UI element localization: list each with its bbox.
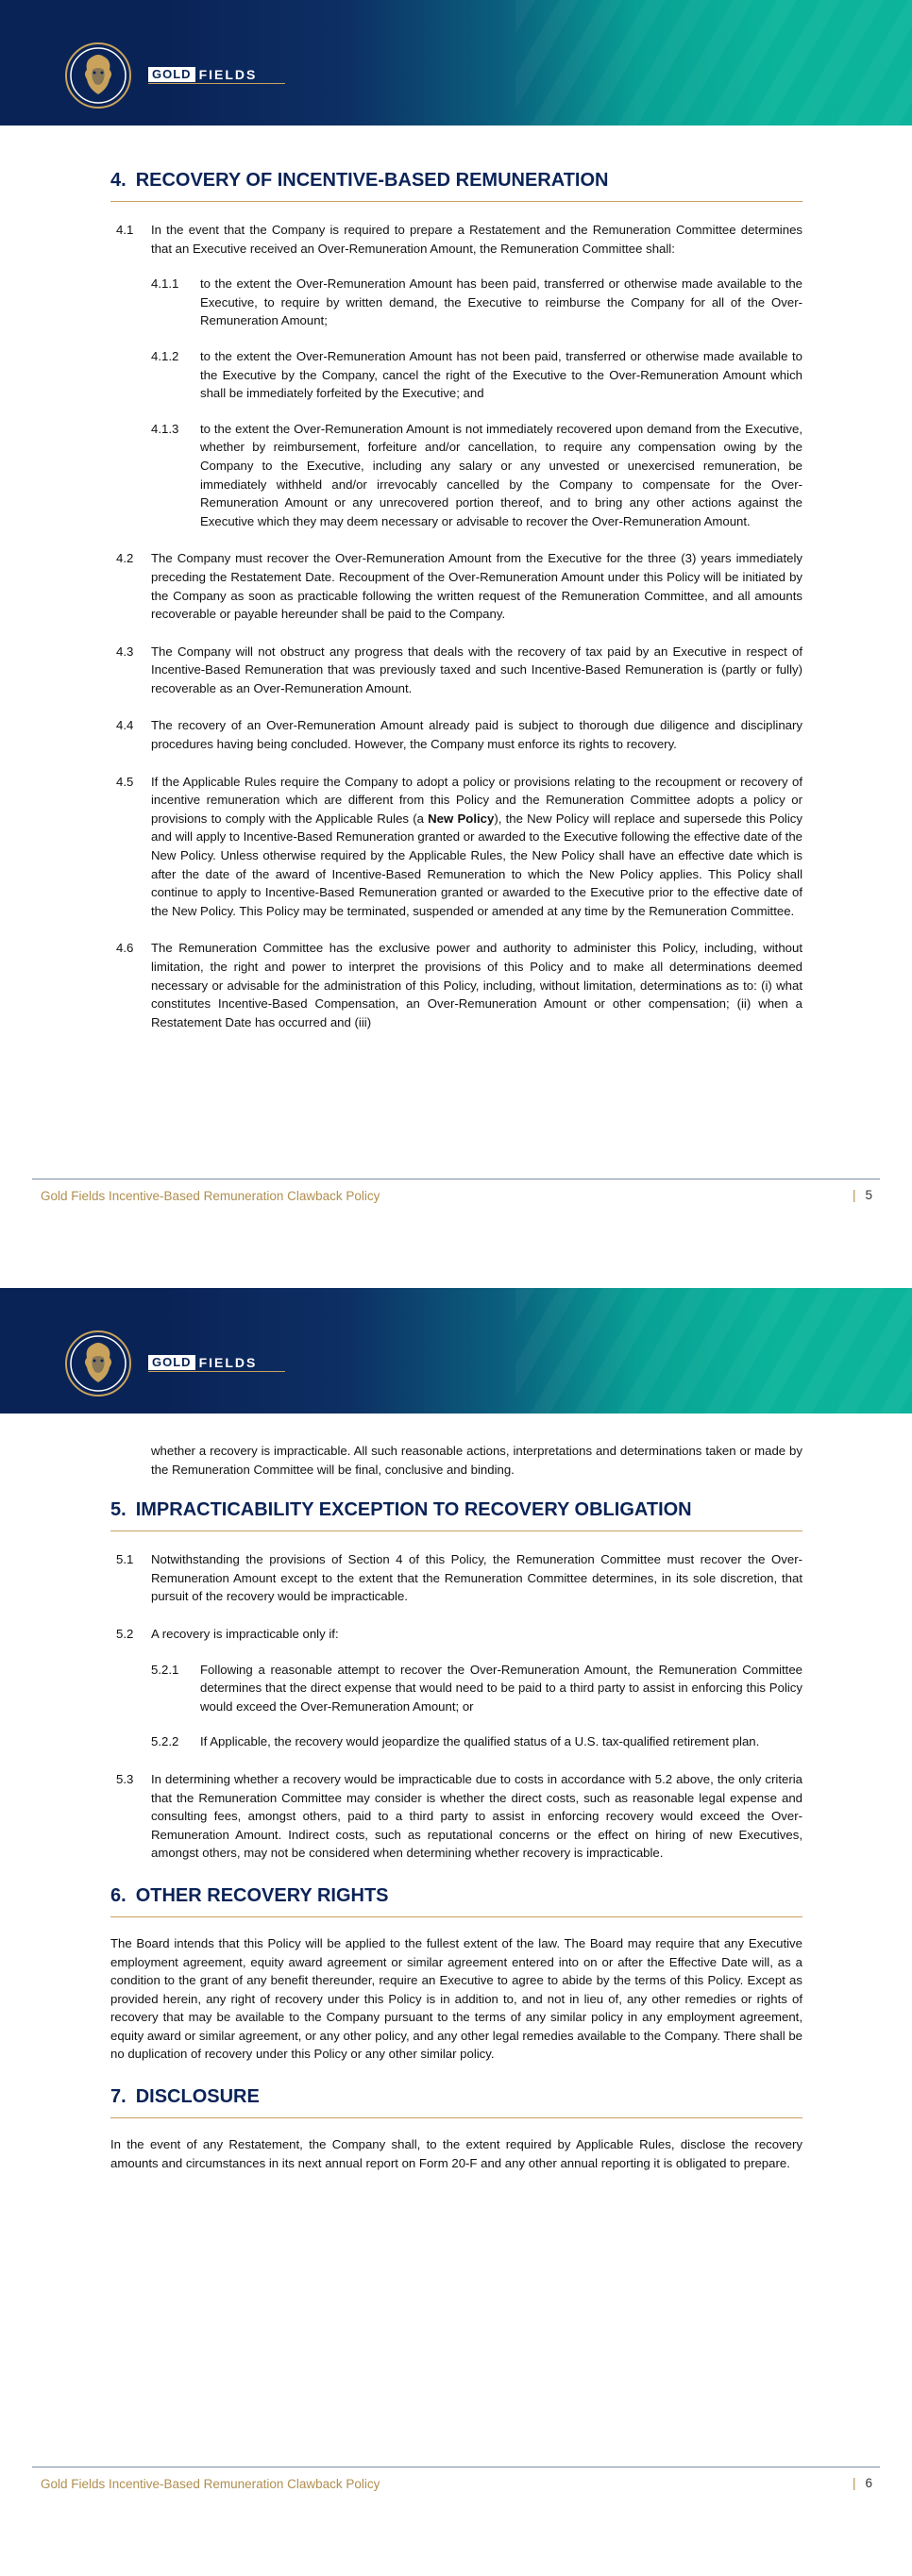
clause-number: 4.5 xyxy=(116,774,134,789)
section-number: 7. xyxy=(110,2086,127,2108)
clause-4-6-continuation: whether a recovery is impracticable. All such reasonable actions, interpretations and determinations taken or made by the Remuneration Committee will be final, conclusive and binding. xyxy=(151,1444,802,1477)
clause-number: 4.1.3 xyxy=(151,421,179,436)
section-5-heading xyxy=(110,1499,802,1531)
clause-text: The Remuneration Committee has the exclusive power and authority to administer this Policy, including, without limitation, the right and power to interpret the provisions of this Policy and to make all determinations deemed necessary or advisable for the administration of this Policy, including, without limitation, determinations as to: (i) what constitutes Incentive-Based Compensation, an Over-Remuneration Amount or other compensation; (ii) when a Restatement Date has occurred and (iii) xyxy=(151,941,802,1029)
clause-text: to the extent the Over-Remuneration Amount has not been paid, transferred or otherwise made available to the Executive by the Company, cancel the right of the Executive to the Over-Remuneration Amount which shall be immediately forfeited by the Executive; and xyxy=(200,348,802,401)
clause-4-1-1 xyxy=(151,275,802,330)
gold-fields-lion-logo-icon xyxy=(64,42,132,109)
clause-number: 4.3 xyxy=(116,644,134,659)
footer-separator: | xyxy=(852,1188,856,1202)
page-header-banner xyxy=(0,1288,912,1413)
clause-text: A recovery is impracticable only if: xyxy=(151,1626,339,1641)
clause-number: 4.4 xyxy=(116,718,134,733)
clause-5-2-1 xyxy=(151,1661,802,1716)
wordmark-box: GOLD xyxy=(148,1355,195,1370)
wordmark-text: FIELDS xyxy=(198,1355,258,1370)
wordmark-rule xyxy=(148,1371,285,1372)
clause-5-2 xyxy=(110,1625,802,1644)
clause-text: to the extent the Over-Remuneration Amount has been paid, transferred or otherwise made available to the Executive, to require by written demand, the Executive to reimburse the Company for all of the Over-Remuneration Amount; xyxy=(200,276,802,328)
section-7-heading xyxy=(110,2086,802,2118)
clause-text: The Company must recover the Over-Remuneration Amount from the Executive for the three (3) years immediately preceding the Restatement Date. Recoupment of the Over-Remuneration Amount under this Policy will be initiated by the Company as soon as practicable following the written request of the Remuneration Committee, and all amounts recoverable or payable hereunder shall be paid to the Company. xyxy=(151,551,802,622)
clause-4-4 xyxy=(110,716,802,753)
page-5 xyxy=(0,0,912,1264)
page-6 xyxy=(0,1288,912,2552)
section-7-paragraph: In the event of any Restatement, the Company shall, to the extent required by Applicable Rules, disclose the recovery amounts and circumstances in its next annual report on Form 20-F and any other annual reporting it is obligated to prepare. xyxy=(110,2137,802,2170)
clause-text: The recovery of an Over-Remuneration Amount already paid is subject to thorough due diligence and disciplinary procedures having being concluded. However, the Company must enforce its rights to recovery. xyxy=(151,718,802,752)
clause-number: 4.1.2 xyxy=(151,348,179,363)
gold-fields-lion-logo-icon xyxy=(64,1330,132,1397)
page-number xyxy=(853,1188,872,1202)
section-6-heading xyxy=(110,1885,802,1917)
page-number-value: 6 xyxy=(865,2476,872,2490)
clause-4-6 xyxy=(110,939,802,1031)
section-title: RECOVERY OF INCENTIVE-BASED REMUNERATION xyxy=(135,170,609,191)
banner-pattern xyxy=(515,1288,912,1413)
clause-4-1-3 xyxy=(151,420,802,531)
clause-5-2-2 xyxy=(151,1732,802,1751)
clause-number: 5.1 xyxy=(116,1552,134,1567)
section-title: DISCLOSURE xyxy=(135,2086,260,2108)
clause-number: 5.2.2 xyxy=(151,1734,179,1749)
clause-number: 4.1 xyxy=(116,223,134,237)
section-number: 4. xyxy=(110,170,127,191)
clause-text-part: ), the New Policy will replace and supersede this Policy and will apply to Incentive-Based Remuneration granted or awarded to the Executive following the effective date of the New Policy. Unless otherwise required by the Applicable Rules, the New Policy shall have an effective date which is after the date of the award of Incentive-Based Remuneration to which the New Policy applies. This Policy shall continue to apply to Incentive-Based Remuneration granted or awarded to the Executive prior to the effective date of the New Policy. This Policy may be terminated, suspended or amended at any time by the Remuneration Committee. xyxy=(151,811,802,918)
wordmark-text: FIELDS xyxy=(198,67,258,82)
section-title: IMPRACTICABILITY EXCEPTION TO RECOVERY OBLIGATION xyxy=(135,1499,692,1521)
clause-text: The Company will not obstruct any progress that deals with the recovery of tax paid by an Executive in respect of Incentive-Based Remuneration that was previously taxed and such Incentive-Based Remuneration is (partly or fully) recoverable as an Over-Remuneration Amount. xyxy=(151,644,802,695)
clause-5-3 xyxy=(110,1770,802,1863)
wordmark-rule xyxy=(148,83,285,84)
section-number: 5. xyxy=(110,1499,127,1521)
clause-number: 4.2 xyxy=(116,551,134,566)
clause-number: 5.3 xyxy=(116,1771,134,1786)
gold-fields-wordmark xyxy=(148,67,257,82)
gold-fields-wordmark xyxy=(148,1355,257,1370)
page-5-content xyxy=(110,170,802,1031)
clause-number: 4.1.1 xyxy=(151,276,179,292)
section-6-paragraph: The Board intends that this Policy will be applied to the fullest extent of the law. The Board may require that any Executive employment agreement, equity award agreement or similar agreement entered into on or after the Effective Date will, as a condition to the grant of any benefit thereunder, require an Executive to agree to abide by the terms of this Policy. Except as provided herein, any right of recovery under this Policy is in addition to, and not in lieu of, any other remedies or rights of recovery that may be available to the Company pursuant to the terms of any similar policy in any employment agreement, equity award or similar agreement, or any other policy, and any other legal remedies available to the Company. There shall be no duplication of recovery under this Policy or any other similar policy. xyxy=(110,1935,802,2062)
clause-4-2 xyxy=(110,549,802,623)
clause-text: If Applicable, the recovery would jeopardize the qualified status of a U.S. tax-qualified retirement plan. xyxy=(200,1734,760,1749)
clause-text xyxy=(151,773,802,921)
clause-4-3 xyxy=(110,643,802,698)
clause-4-5 xyxy=(110,773,802,921)
footer-separator: | xyxy=(852,2476,856,2490)
page-number xyxy=(853,2476,872,2490)
clause-text: In the event that the Company is required to prepare a Restatement and the Remuneration Committee determines that an Executive received an Over-Remuneration Amount, the Remuneration Committee shall: xyxy=(151,223,802,256)
section-4-heading xyxy=(110,170,802,202)
clause-number: 5.2 xyxy=(116,1626,134,1641)
clause-4-1 xyxy=(110,221,802,258)
defined-term-new-policy: New Policy xyxy=(428,811,495,826)
section-number: 6. xyxy=(110,1884,127,1906)
clause-number: 4.6 xyxy=(116,941,134,956)
wordmark-box: GOLD xyxy=(148,67,195,82)
section-title: OTHER RECOVERY RIGHTS xyxy=(135,1884,389,1906)
footer-title: Gold Fields Incentive-Based Remuneration Clawback Policy xyxy=(41,1189,380,1203)
clause-5-1 xyxy=(110,1550,802,1606)
banner-pattern xyxy=(515,0,912,125)
page-6-content xyxy=(110,1442,802,2172)
page-gap xyxy=(0,1264,912,1288)
clause-number: 5.2.1 xyxy=(151,1662,179,1677)
clause-text-part: If the Applicable Rules require the Company to adopt a policy or provisions relating to the recoupment or recovery of incentive remuneration which are different from this Policy and the Remuneration Committee adopts a policy or provisions to comply with the Applicable Rules (a xyxy=(151,774,802,826)
footer-title: Gold Fields Incentive-Based Remuneration Clawback Policy xyxy=(41,2477,380,2491)
clause-text: to the extent the Over-Remuneration Amount is not immediately recovered upon demand from the Executive, whether by reimbursement, forfeiture and/or cancellation, to require any compensation owing by the Company to the Executive, including any salary or any unvested or unexercised remuneration, be immediately withheld and/or irrevocably cancelled by the Company to compensate for the Over-Remuneration Amount or any unrecovered portion thereof, and to bring any other actions against the Executive which they may deem necessary or advisable to recover the Over-Remuneration Amount. xyxy=(200,421,802,528)
clause-4-1-2 xyxy=(151,347,802,403)
clause-text: Notwithstanding the provisions of Section 4 of this Policy, the Remuneration Committee must recover the Over-Remuneration Amount except to the extent that the Remuneration Committee determines, in its sole discretion, that pursuit of the recovery would be impracticable. xyxy=(151,1552,802,1604)
page-number-value: 5 xyxy=(865,1188,872,1202)
page-header-banner xyxy=(0,0,912,125)
clause-text: In determining whether a recovery would be impracticable due to costs in accordance with 5.2 above, the only criteria that the Remuneration Committee may consider is whether the direct costs, such as reasonable legal expense and consulting fees, amongst others, paid to a third party to assist in enforcing recovery would exceed the Over-Remuneration Amount. Indirect costs, such as reputational concerns or the effect on hiring of new Executives, amongst others, may not be considered when determining whether recovery is impracticable. xyxy=(151,1771,802,1861)
clause-text: Following a reasonable attempt to recover the Over-Remuneration Amount, the Remuneration Committee determines that the direct expense that would need to be paid to a third party to assist in enforcing this Policy would exceed the Over-Remuneration Amount; or xyxy=(200,1662,802,1714)
